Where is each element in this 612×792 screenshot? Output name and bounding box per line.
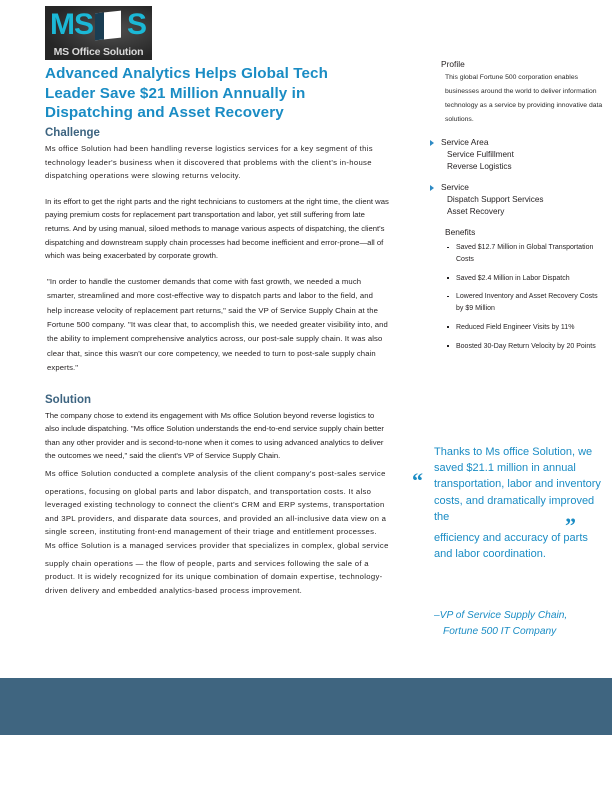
- solution-paragraph-4: supply chain operations — the flow of people, parts and services following the sale of a product. It is widely recognized for its unique combination of domain expertise, technology-driven delivery and embedded analytics-based process improvement.: [45, 558, 383, 595]
- bullet-dot-icon: [447, 296, 449, 298]
- main-content-column: [45, 126, 390, 604]
- open-quote-icon: “: [412, 468, 423, 493]
- list-item: Asset Recovery: [447, 206, 505, 216]
- benefit-item-label: Reduced Field Engineer Visits by 11%: [456, 323, 575, 331]
- pull-quote-attribution: [434, 608, 609, 640]
- pull-quote-text-part1: Thanks to Ms office Solution, we saved $21.1 million in annual transportation, labor and inventory costs, and dramatically improved the: [434, 446, 601, 523]
- footer-band: [0, 678, 612, 735]
- sidebar-service-area-list: [434, 149, 606, 172]
- sidebar-heading-service: [434, 181, 606, 193]
- bullet-dot-icon: [447, 326, 449, 328]
- benefit-item-label: Saved $12.7 Million in Global Transportation Costs: [456, 244, 594, 263]
- logo-wordmark-row: [45, 6, 152, 46]
- solution-paragraph-2: Ms office Solution conducted a complete analysis of the client company's post-sales service: [45, 468, 386, 478]
- benefit-item-label: Saved $2.4 Million in Labor Dispatch: [456, 274, 570, 282]
- sidebar-heading-profile: Profile: [441, 59, 465, 69]
- benefit-item: [434, 341, 606, 353]
- list-item: Dispatch Support Services: [447, 195, 544, 204]
- benefit-item: [434, 322, 606, 334]
- ms-office-solution-logo: [45, 6, 152, 60]
- bullet-dot-icon: [447, 277, 449, 279]
- logo-ms-text: MS: [50, 8, 93, 41]
- benefit-item: [434, 273, 606, 285]
- section-heading-challenge: Challenge: [45, 127, 100, 139]
- benefit-item-label: Boosted 30-Day Return Velocity by 20 Points: [456, 342, 596, 350]
- list-item: Service Fulfillment: [447, 150, 514, 159]
- spacer: [45, 383, 390, 393]
- logo-caption: MS Office Solution: [53, 46, 144, 58]
- benefit-item-label: Lowered Inventory and Asset Recovery Costs by $9 Million: [456, 293, 598, 313]
- page-title: Advanced Analytics Helps Global Tech Leader Save $21 Million Annually in Dispatching and Asset Recovery: [45, 65, 328, 121]
- solution-paragraph-3: operations, focusing on global parts and labor dispatch, and transportation costs. It also leveraged existing technology to connect the client's CRM and ERP systems, transportation and 3PL providers, and disparate data sources, and provided an all-inclusive data view on a single screen, instituting front-end management of their triage and entitlement processes. Ms office Solution is a managed services provider that specializes in complex, global service: [45, 486, 389, 550]
- close-quote-icon: ”: [565, 513, 576, 538]
- solution-paragraph-1: The company chose to extend its engagement with Ms office Solution beyond reverse logistics to also include dispatching. "Ms office Solution understands the end-to-end service supply chain better than any other provider and is second-to-none when it comes to using advanced analytics to deliver the outcomes we need," said the client's VP of Service Supply Chain.: [45, 410, 384, 461]
- pull-quote: [408, 440, 608, 660]
- benefit-item: [434, 242, 606, 266]
- pull-quote-text-part2: efficiency and accuracy of parts and labor coordination.: [434, 532, 588, 561]
- bullet-dot-icon: [447, 345, 449, 347]
- sidebar: [434, 58, 606, 360]
- office-document-icon: [95, 11, 121, 41]
- bullet-dot-icon: [447, 247, 449, 249]
- sidebar-heading-service-area: [434, 136, 606, 148]
- challenge-pull-quote-paragraph: "In order to handle the customer demands that come with fast growth, we needed a much smarter, streamlined and more cost-effective way to dispatch parts and labor to the field, and help increase velocity of replacement part returns," said the VP of Service Supply Chain at the Fortune 500 company. "It was clear that, to accomplish this, we needed greater visibility into, and the ability to implement comprehensive analytics across, our post-sale supply chain. It was also clear that, since this wasn't our core competency, we needed to turn to post-sale supply chain experts.": [47, 276, 388, 373]
- sidebar-heading-benefits: Benefits: [445, 227, 476, 237]
- triangle-bullet-icon: [430, 140, 434, 146]
- sidebar-service-list: [434, 194, 606, 217]
- logo-s-text: S: [126, 8, 147, 41]
- attribution-line-1: –VP of Service Supply Chain,: [434, 610, 568, 621]
- sidebar-heading-service-area-label: Service Area: [441, 137, 489, 147]
- list-item: Reverse Logistics: [447, 161, 512, 171]
- section-heading-solution: Solution: [45, 393, 91, 406]
- triangle-bullet-icon: [430, 185, 434, 191]
- sidebar-profile-body: This global Fortune 500 corporation enables businesses around the world to deliver information technology as a service by providing innovative data solutions.: [445, 74, 603, 123]
- challenge-paragraph-2: In its effort to get the right parts and the right technicians to customers at the right time, the client was paying premium costs for replacement part transportation and labor, yet still suffering from late returns. And by using manual, siloed methods to manage various aspects of dispatching, the client's dispatching and downstream supply chain processes had become inefficient and error-prone—all of which was being exacerbated by corporate growth.: [45, 196, 389, 261]
- sidebar-heading-service-label: Service: [441, 182, 469, 192]
- challenge-paragraph-1: Ms office Solution had been handling reverse logistics services for a key segment of this technology leader's business when it discovered that problems with the client's in-house dispatching operations were slowing returns velocity.: [45, 144, 373, 181]
- benefit-item: [434, 291, 606, 315]
- attribution-line-2: Fortune 500 IT Company: [443, 626, 557, 637]
